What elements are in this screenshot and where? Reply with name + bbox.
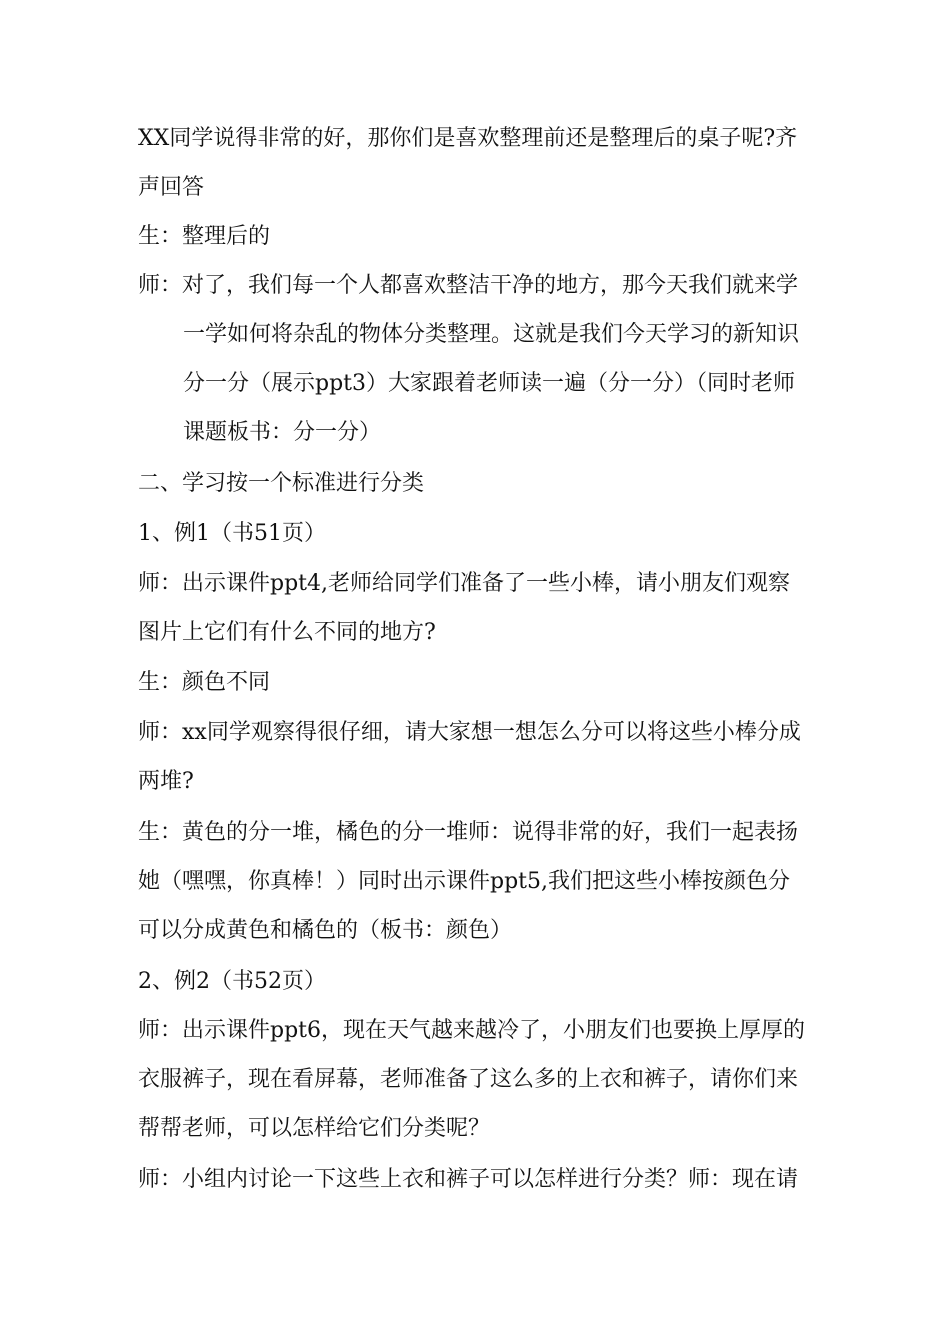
text-line: 生：整理后的 [138,224,271,249]
text-line: 一学如何将杂乱的物体分类整理。这就是我们今天学习的新知识 [183,322,800,347]
paragraph-teacher-two-piles [138,718,818,816]
text-line: 帮帮老师，可以怎样给它们分类呢？ [138,1116,491,1141]
paragraph-student-answer-2 [138,668,818,717]
text-line: 生：颜色不同 [138,670,271,695]
text-line: 师：小组内讨论一下这些上衣和裤子可以怎样进行分类？师：现在请 [138,1167,799,1192]
text-line: 2、例2（书52页） [138,969,326,994]
text-line: 分一分（展示ppt3）大家跟着老师读一遍（分一分）（同时老师 [183,371,796,396]
text-line: 师：出示课件ppt4,老师给同学们准备了一些小棒，请小朋友们观察 [138,571,790,596]
text-line: 衣服裤子，现在看屏幕，老师准备了这么多的上衣和裤子，请你们来 [138,1067,799,1092]
text-line: 可以分成黄色和橘色的（板书：颜色） [138,918,513,943]
paragraph-teacher-intro [138,271,818,467]
text-line: 师：对了，我们每一个人都喜欢整洁干净的地方，那今天我们就来学 [138,273,799,298]
paragraph-student-colors [138,818,818,965]
example-1-heading [138,519,818,568]
paragraph-student-answer-1 [138,222,818,271]
text-line: 1、例1（书51页） [138,521,326,546]
text-line: 二、学习按一个标准进行分类 [138,471,425,496]
text-line: 师：xx同学观察得很仔细，请大家想一想怎么分可以将这些小棒分成 [138,720,801,745]
text-line: 两堆? [138,769,194,794]
example-2-heading [138,967,818,1016]
paragraph-teacher-ppt6 [138,1016,818,1163]
text-line: 图片上它们有什么不同的地方? [138,620,436,645]
text-line: 生：黄色的分一堆，橘色的分一堆师：说得非常的好，我们一起表扬 [138,820,799,845]
paragraph-teacher-group-discussion [138,1165,818,1214]
text-line: 师：出示课件ppt6，现在天气越来越冷了，小朋友们也要换上厚厚的 [138,1018,806,1043]
paragraph-teacher-ppt4 [138,569,818,667]
text-line: 课题板书：分一分） [183,420,382,445]
text-line: 声回答 [138,175,205,200]
paragraph-praise-question [138,124,818,222]
section-heading-2 [138,469,818,518]
text-line: 她（嘿嘿，你真棒！）同时出示课件ppt5,我们把这些小棒按颜色分 [138,869,790,894]
text-line: XX同学说得非常的好，那你们是喜欢整理前还是整理后的桌子呢?齐 [138,126,798,151]
